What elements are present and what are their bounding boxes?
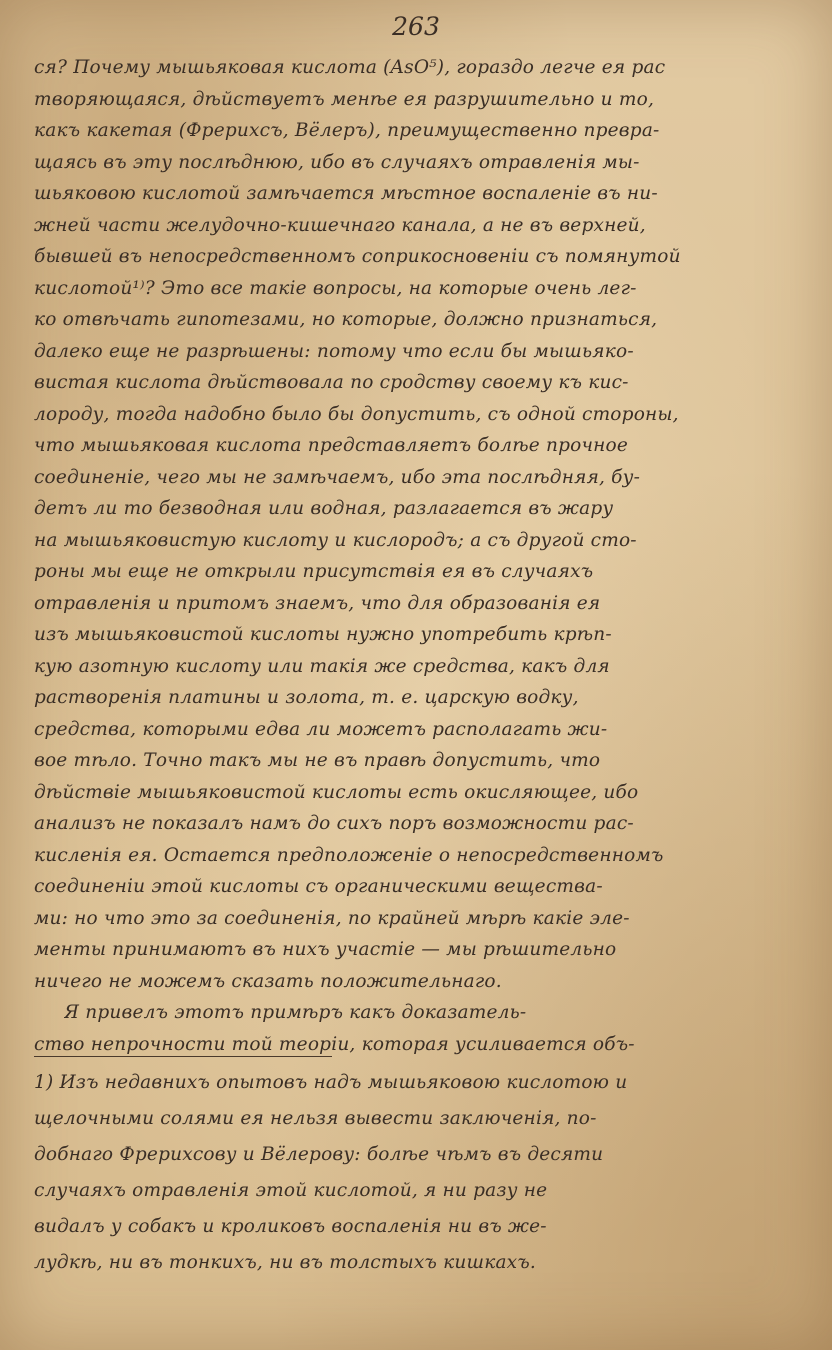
body-line: вистая кислота дѣйствовала по сродству своему къ кис- (34, 372, 629, 393)
body-line: ми: но что это за соединенія, по крайней мѣрѣ какіе эле- (34, 907, 630, 929)
body-line: кислотой¹⁾? Это все такіе вопросы, на которые очень лег- (34, 277, 637, 299)
body-line: изъ мышьяковистой кислоты нужно употребить крѣп- (34, 624, 612, 645)
body-line: средства, которыми едва ли можетъ располагать жи- (34, 718, 608, 740)
body-line: соединеніе, чего мы не замѣчаемъ, ибо эта послѣдняя, бу- (34, 466, 641, 488)
body-line: ство непрочности той теоріи, которая усиливается объ- (34, 1033, 635, 1055)
body-line: соединеніи этой кислоты съ органическими вещества- (34, 876, 603, 897)
body-line: творяющаяся, дѣйствуетъ менѣе ея разрушительно и то, (34, 88, 655, 110)
page-number: 263 (392, 12, 440, 41)
footnote-line: лудкѣ, ни въ тонкихъ, ни въ толстыхъ кишкахъ. (34, 1252, 536, 1273)
footnote-line: 1) Изъ недавнихъ опытовъ надъ мышьяковою кислотою и (34, 1072, 628, 1093)
body-line: что мышьяковая кислота представляетъ болѣе прочное (34, 435, 629, 456)
footnote-line: случаяхъ отравленія этой кислотой, я ни разу не (34, 1180, 548, 1201)
body-line: ся? Почему мышьяковая кислота (AsO⁵), гораздо легче ея рас (34, 57, 666, 78)
body-line: шьяковою кислотой замѣчается мѣстное воспаленіе въ ни- (34, 183, 658, 204)
body-line: далеко еще не разрѣшены: потому что если бы мышьяко- (34, 340, 634, 362)
body-line: вое тѣло. Точно такъ мы не въ правѣ допустить, что (34, 750, 601, 771)
body-line: ничего не можемъ сказать положительнаго. (34, 970, 502, 992)
footnote-line: щелочными солями ея нельзя вывести заключенія, по- (34, 1108, 597, 1129)
body-line: щаясь въ эту послѣднюю, ибо въ случаяхъ отравленія мы- (34, 151, 640, 173)
footnote-rule (34, 1056, 332, 1057)
body-line: роны мы еще не открыли присутствія ея въ случаяхъ (34, 561, 594, 582)
body-line: какъ какетая (Фрерихсъ, Вёлеръ), преимущественно превра- (34, 120, 660, 141)
body-line: отравленія и притомъ знаемъ, что для образованія ея (34, 592, 601, 614)
body-line: на мышьяковистую кислоту и кислородъ; а съ другой сто- (34, 529, 637, 551)
body-line: кую азотную кислоту или такія же средства, какъ для (34, 655, 610, 677)
body-line: кисленія ея. Остается предположеніе о непосредственномъ (34, 844, 664, 866)
body-line: растворенія платины и золота, т. е. царскую водку, (34, 687, 579, 708)
body-line: бывшей въ непосредственномъ соприкосновеніи съ помянутой (34, 246, 681, 267)
body-line: детъ ли то безводная или водная, разлагается въ жару (34, 498, 614, 519)
body-line: лороду, тогда надобно было бы допустить, съ одной стороны, (34, 403, 679, 425)
body-line: Я привелъ этотъ примѣръ какъ доказатель- (64, 1002, 527, 1023)
body-line: жней части желудочно-кишечнаго канала, а не въ верхней, (34, 214, 646, 236)
footnote-line: видалъ у собакъ и кроликовъ воспаленія ни въ же- (34, 1216, 547, 1237)
body-line: ко отвѣчать гипотезами, но которые, должно признаться, (34, 309, 658, 330)
body-line: анализъ не показалъ намъ до сихъ поръ возможности рас- (34, 813, 634, 834)
footnote-line: добнаго Фрерихсову и Вёлерову: болѣе чѣмъ въ десяти (34, 1144, 604, 1165)
body-line: менты принимаютъ въ нихъ участіе — мы рѣшительно (34, 939, 617, 960)
body-line: дѣйствіе мышьяковистой кислоты есть окисляющее, ибо (34, 781, 639, 803)
